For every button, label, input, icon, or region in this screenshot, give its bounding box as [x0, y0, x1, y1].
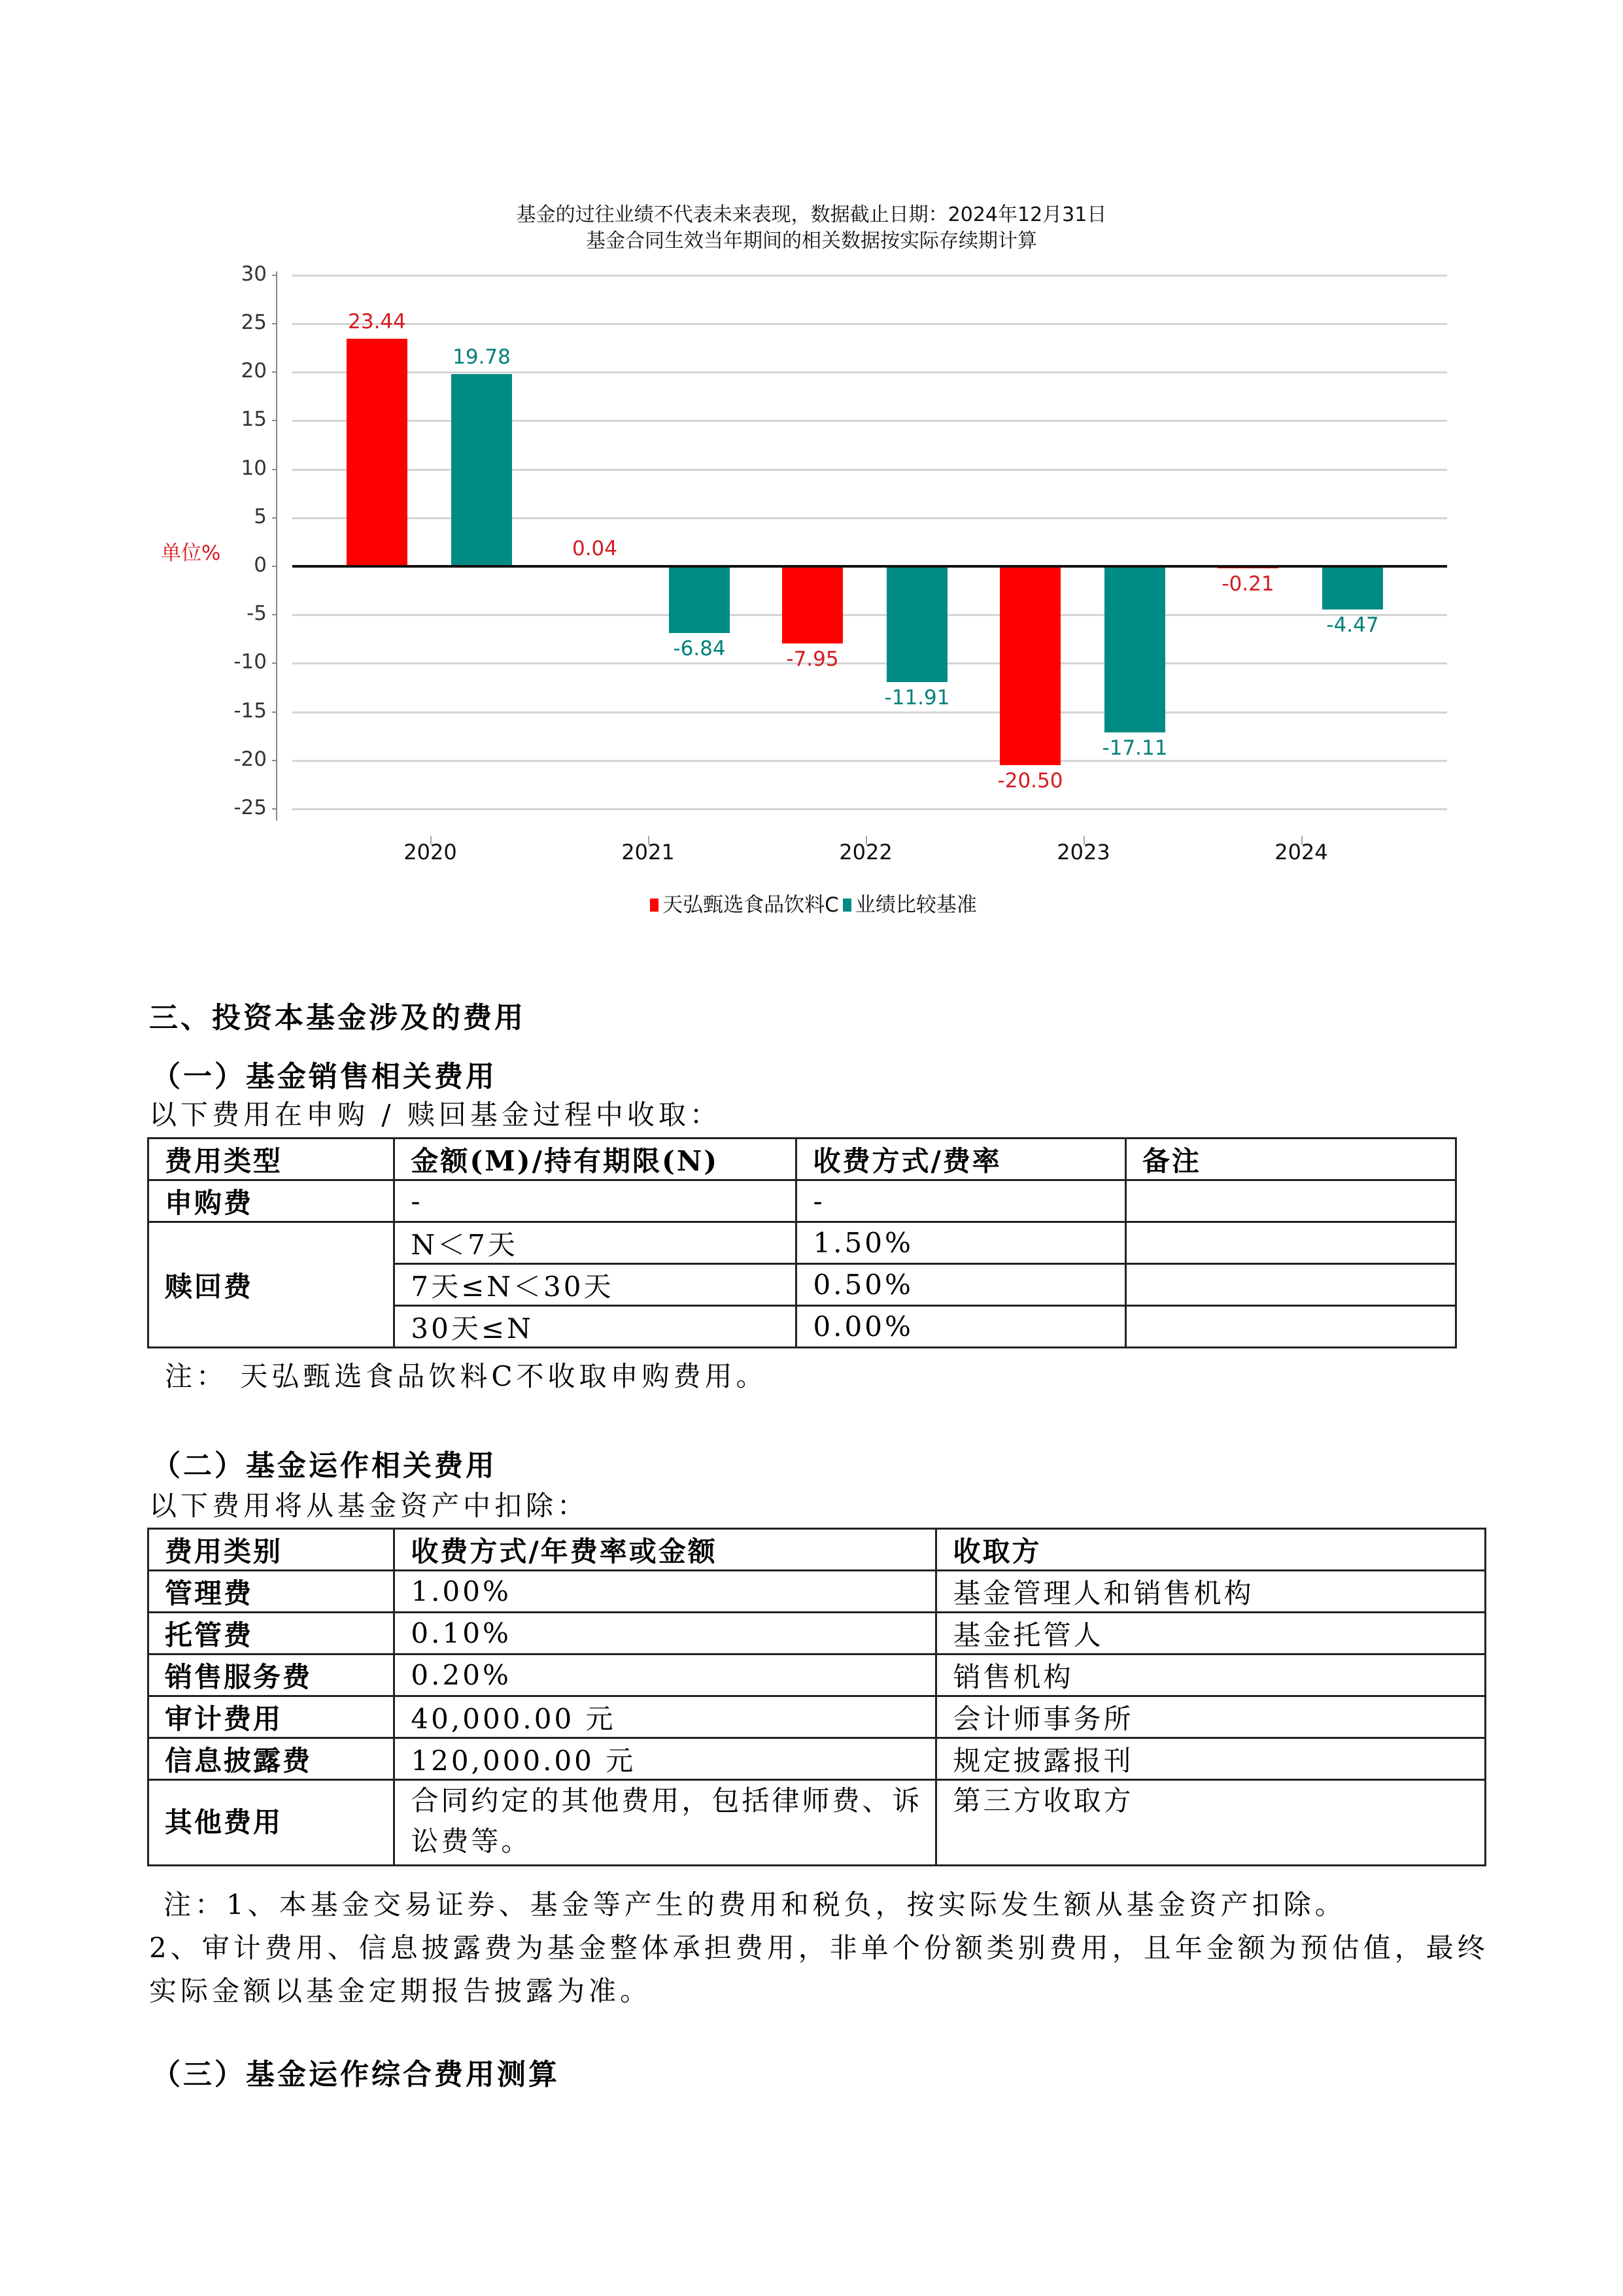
y-tick-label: 25 [241, 311, 267, 334]
cell-payee: 基金托管人 [936, 1613, 1486, 1654]
chart-title: 基金的过往业绩不代表未来表现，数据截止日期：2024年12月31日 [516, 203, 1107, 226]
performance-bar-chart [0, 0, 1623, 948]
gridline [292, 275, 1447, 277]
cell-rate: 120,000.00 元 [394, 1738, 936, 1780]
subsection-combined-fees-title: （三）基金运作综合费用测算 [152, 2058, 560, 2091]
gridline [292, 808, 1447, 810]
x-tick-label: 2020 [403, 840, 457, 865]
y-tick-label: 5 [254, 504, 267, 528]
y-tick-label: 10 [241, 456, 267, 480]
cell-rate: 1.00% [394, 1571, 936, 1613]
table-row [148, 1780, 1486, 1866]
y-tick-mark [272, 517, 277, 519]
table-row [148, 1222, 1456, 1264]
bar-value-label-benchmark: 19.78 [453, 345, 511, 369]
table-header-row [148, 1529, 1486, 1571]
y-tick-mark [272, 808, 277, 810]
cell-fee-category: 审计费用 [148, 1696, 394, 1738]
cell-payee: 基金管理人和销售机构 [936, 1571, 1486, 1613]
y-tick-label: 0 [254, 553, 267, 577]
y-tick-mark [272, 711, 277, 713]
bar-fund [1000, 566, 1061, 765]
header-payee: 收取方 [936, 1529, 1486, 1571]
cell-fee-type: 申购费 [148, 1180, 394, 1222]
bar-value-label-fund: -7.95 [786, 647, 839, 671]
bar-value-label-benchmark: -11.91 [884, 685, 950, 710]
subsection-operating-fees-title: （二）基金运作相关费用 [152, 1449, 497, 1482]
cell-rate: 40,000.00 元 [394, 1696, 936, 1738]
cell-range: N＜7天 [394, 1222, 796, 1264]
zero-baseline [292, 565, 1447, 568]
bar-fund [347, 339, 407, 566]
gridline [292, 760, 1447, 762]
cell-fee-category: 销售服务费 [148, 1654, 394, 1696]
table-header-row [148, 1139, 1456, 1180]
gridline [292, 323, 1447, 325]
bar-value-label-benchmark: -17.11 [1102, 736, 1168, 760]
bar-benchmark [451, 374, 512, 566]
y-tick-label: -10 [233, 650, 267, 674]
cell-range: 30天≤N [394, 1306, 796, 1348]
sales-fees-note: 注： 天弘甄选食品饮料C不收取申购费用。 [165, 1360, 768, 1392]
y-axis [276, 271, 277, 821]
bar-value-label-fund: -0.21 [1222, 572, 1274, 596]
operating-fees-intro: 以下费用将从基金资产中扣除： [149, 1490, 589, 1522]
cell-rate: 0.00% [796, 1306, 1125, 1348]
y-tick-mark [272, 469, 277, 470]
bar-benchmark [1104, 566, 1165, 732]
x-tick-label: 2022 [839, 840, 893, 865]
y-tick-mark [272, 323, 277, 324]
y-tick-label: 20 [241, 359, 267, 383]
cell-payee: 会计师事务所 [936, 1696, 1486, 1738]
header-fee-type: 费用类型 [148, 1139, 394, 1180]
bar-benchmark [669, 566, 730, 633]
y-tick-mark [272, 371, 277, 373]
table-row [148, 1738, 1486, 1780]
y-tick-mark [272, 420, 277, 421]
sales-fees-table [147, 1137, 1457, 1348]
bar-value-label-fund: -20.50 [997, 769, 1063, 793]
header-rate: 收费方式/费率 [796, 1139, 1125, 1180]
cell-rate: 0.50% [796, 1264, 1125, 1306]
y-tick-label: -5 [247, 602, 267, 626]
y-tick-mark [272, 614, 277, 615]
bar-benchmark [887, 566, 948, 682]
operating-fees-table [147, 1528, 1486, 1866]
header-fee-category: 费用类别 [148, 1529, 394, 1571]
y-tick-label: 15 [241, 407, 267, 432]
y-tick-mark [272, 662, 277, 664]
section-title: 三、投资本基金涉及的费用 [149, 1001, 526, 1035]
operating-fees-note-1: 注：1、本基金交易证券、基金等产生的费用和税负，按实际发生额从基金资产扣除。 [163, 1889, 1346, 1921]
cell-rate: 合同约定的其他费用，包括律师费、诉讼费等。 [394, 1780, 936, 1866]
x-tick-label: 2023 [1057, 840, 1110, 865]
legend-swatch-fund [650, 899, 658, 912]
bar-benchmark [1322, 566, 1383, 609]
header-remark: 备注 [1125, 1139, 1456, 1180]
cell-remark [1125, 1222, 1456, 1264]
sales-fees-intro: 以下费用在申购 / 赎回基金过程中收取： [149, 1099, 721, 1131]
y-tick-mark [272, 275, 277, 276]
cell-rate: - [796, 1180, 1125, 1222]
y-tick-mark [272, 760, 277, 761]
bar-value-label-benchmark: -4.47 [1326, 613, 1379, 638]
table-row [148, 1571, 1486, 1613]
bar-value-label-fund: 23.44 [348, 310, 406, 334]
cell-fee-category: 其他费用 [148, 1780, 394, 1866]
y-tick-label: -15 [233, 698, 267, 723]
bar-value-label-fund: 0.04 [572, 537, 618, 561]
cell-remark [1125, 1306, 1456, 1348]
bar-value-label-benchmark: -6.84 [673, 636, 726, 660]
cell-remark [1125, 1180, 1456, 1222]
legend-label-fund: 天弘甄选食品饮料C [662, 893, 839, 917]
legend-label-benchmark: 业绩比较基准 [855, 893, 977, 917]
x-tick-label: 2024 [1274, 840, 1328, 865]
chart-legend [0, 888, 1623, 917]
subsection-sales-fees-title: （一）基金销售相关费用 [152, 1060, 497, 1093]
y-axis-unit-label: 单位% [161, 541, 221, 565]
x-tick-label: 2021 [621, 840, 675, 865]
table-row [148, 1654, 1486, 1696]
y-tick-label: 30 [241, 262, 267, 286]
cell-range: - [394, 1180, 796, 1222]
gridline [292, 614, 1447, 616]
table-row [148, 1613, 1486, 1654]
gridline [292, 711, 1447, 713]
cell-fee-category: 管理费 [148, 1571, 394, 1613]
table-row [148, 1180, 1456, 1222]
table-row [148, 1696, 1486, 1738]
cell-rate: 0.20% [394, 1654, 936, 1696]
cell-payee: 第三方收取方 [936, 1780, 1486, 1866]
y-tick-label: -20 [233, 747, 267, 771]
cell-range: 7天≤N＜30天 [394, 1264, 796, 1306]
header-rate-amount: 收费方式/年费率或金额 [394, 1529, 936, 1571]
cell-fee-category: 信息披露费 [148, 1738, 394, 1780]
cell-payee: 销售机构 [936, 1654, 1486, 1696]
y-tick-label: -25 [233, 796, 267, 819]
operating-fees-note-2: 2、审计费用、信息披露费为基金整体承担费用，非单个份额类别费用，且年金额为预估值，最终实际金额以基金定期报告披露为准。 [149, 1932, 1489, 2007]
chart-subtitle: 基金合同生效当年期间的相关数据按实际存续期计算 [586, 230, 1037, 252]
header-amount-period: 金额(M)/持有期限(N) [394, 1139, 796, 1180]
cell-fee-type: 赎回费 [148, 1222, 394, 1348]
cell-remark [1125, 1264, 1456, 1306]
legend-swatch-benchmark [843, 899, 851, 912]
cell-payee: 规定披露报刊 [936, 1738, 1486, 1780]
gridline [292, 371, 1447, 373]
cell-rate: 1.50% [796, 1222, 1125, 1264]
bar-fund [782, 566, 843, 643]
cell-rate: 0.10% [394, 1613, 936, 1654]
cell-fee-category: 托管费 [148, 1613, 394, 1654]
y-tick-mark [272, 566, 277, 567]
